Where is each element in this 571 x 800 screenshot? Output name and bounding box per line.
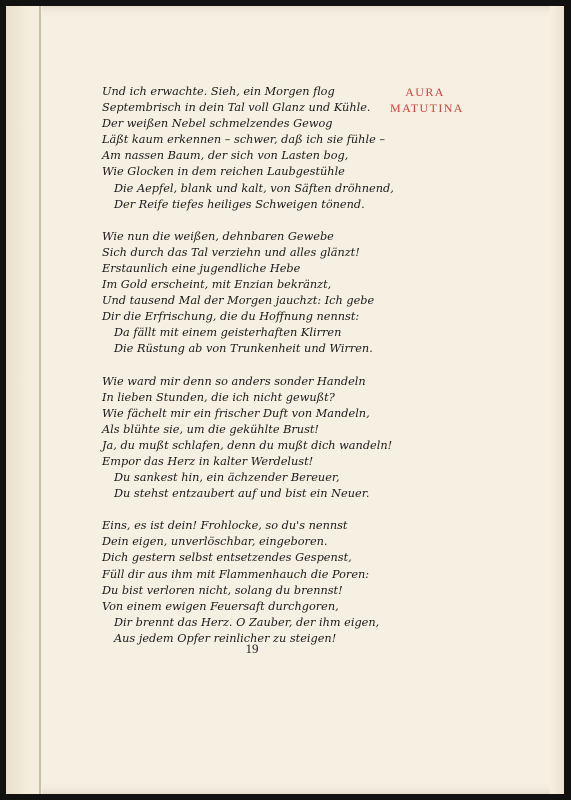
stanza [102,229,394,358]
poem-line: Die Rüstung ab von Trunkenheit und Wirren. [114,342,373,356]
poem-line: Dir brennt das Herz. O Zauber, der ihm eigen, [114,615,380,629]
poem-line: Sich durch das Tal verziehn und alles glänzt! [102,245,360,259]
poem-line: Dein eigen, unverlöschbar, eingeboren. [102,535,328,549]
stanza [102,518,394,647]
poem-title [390,84,464,116]
poem-line: Dir die Erfrischung, die du Hoffnung nennst: [102,310,360,324]
poem-line: Empor das Herz in kalter Werdelust! [102,454,314,468]
poem-title-line-2: MATUTINA [390,101,464,115]
poem-line: Die Aepfel, blank und kalt, von Säften dröhnend, [114,181,394,195]
poem-line: Am nassen Baum, der sich von Lasten bog, [102,149,349,163]
poem-line: Eins, es ist dein! Frohlocke, so du's nennst [102,519,348,533]
poem-line: Aus jedem Opfer reinlicher zu steigen! [114,631,337,645]
gutter-fold [39,6,41,794]
poem-line: Der weißen Nebel schmelzendes Gewog [102,117,333,131]
poem-line: Wie ward mir denn so anders sonder Handeln [102,374,366,388]
poem-line: Ja, du mußt schlafen, denn du mußt dich wandeln! [102,438,393,452]
poem-line: Du sankest hin, ein ächzender Bereuer, [114,471,340,485]
poem-line: Und tausend Mal der Morgen jauchzt: Ich gebe [102,294,375,308]
book-gutter [6,6,42,794]
poem-line: Du bist verloren nicht, solang du brennst! [102,583,343,597]
poem-line: Läßt kaum erkennen – schwer, daß ich sie fühle – [102,133,385,147]
page-number: 19 [245,641,259,656]
poem-line: Im Gold erscheint, mit Enzian bekränzt, [102,278,332,292]
poem-line: Füll dir aus ihm mit Flammenhauch die Poren: [102,567,370,581]
poem-line: Als blühte sie, um die gekühlte Brust! [102,422,319,436]
poem-title-line-1: AURA [405,85,445,99]
stanza [102,84,394,213]
poem-line: Septembrisch in dein Tal voll Glanz und Kühle. [102,101,371,115]
poem-line: Von einem ewigen Feuersaft durchgoren, [102,599,339,613]
poem-line: Du stehst entzaubert auf und bist ein Neuer. [114,487,370,501]
poem-line: Wie nun die weißen, dehnbaren Gewebe [102,229,334,243]
poem-line: Da fällt mit einem geisterhaften Klirren [114,326,342,340]
poem-text [102,84,394,663]
poem-line: Erstaunlich eine jugendliche Hebe [102,261,301,275]
stanza [102,374,394,503]
page-edge [550,6,564,794]
poem-line: Wie Glocken in dem reichen Laubgestühle [102,165,345,179]
poem-line: Der Reife tiefes heiliges Schweigen tönend. [114,197,365,211]
poem-line: Und ich erwachte. Sieh, ein Morgen flog [102,85,335,98]
poem-line: In lieben Stunden, die ich nicht gewußt? [102,390,335,404]
poem-line: Wie fächelt mir ein frischer Duft von Mandeln, [102,406,370,420]
poem-line: Dich gestern selbst entsetzendes Gespenst, [102,551,352,565]
